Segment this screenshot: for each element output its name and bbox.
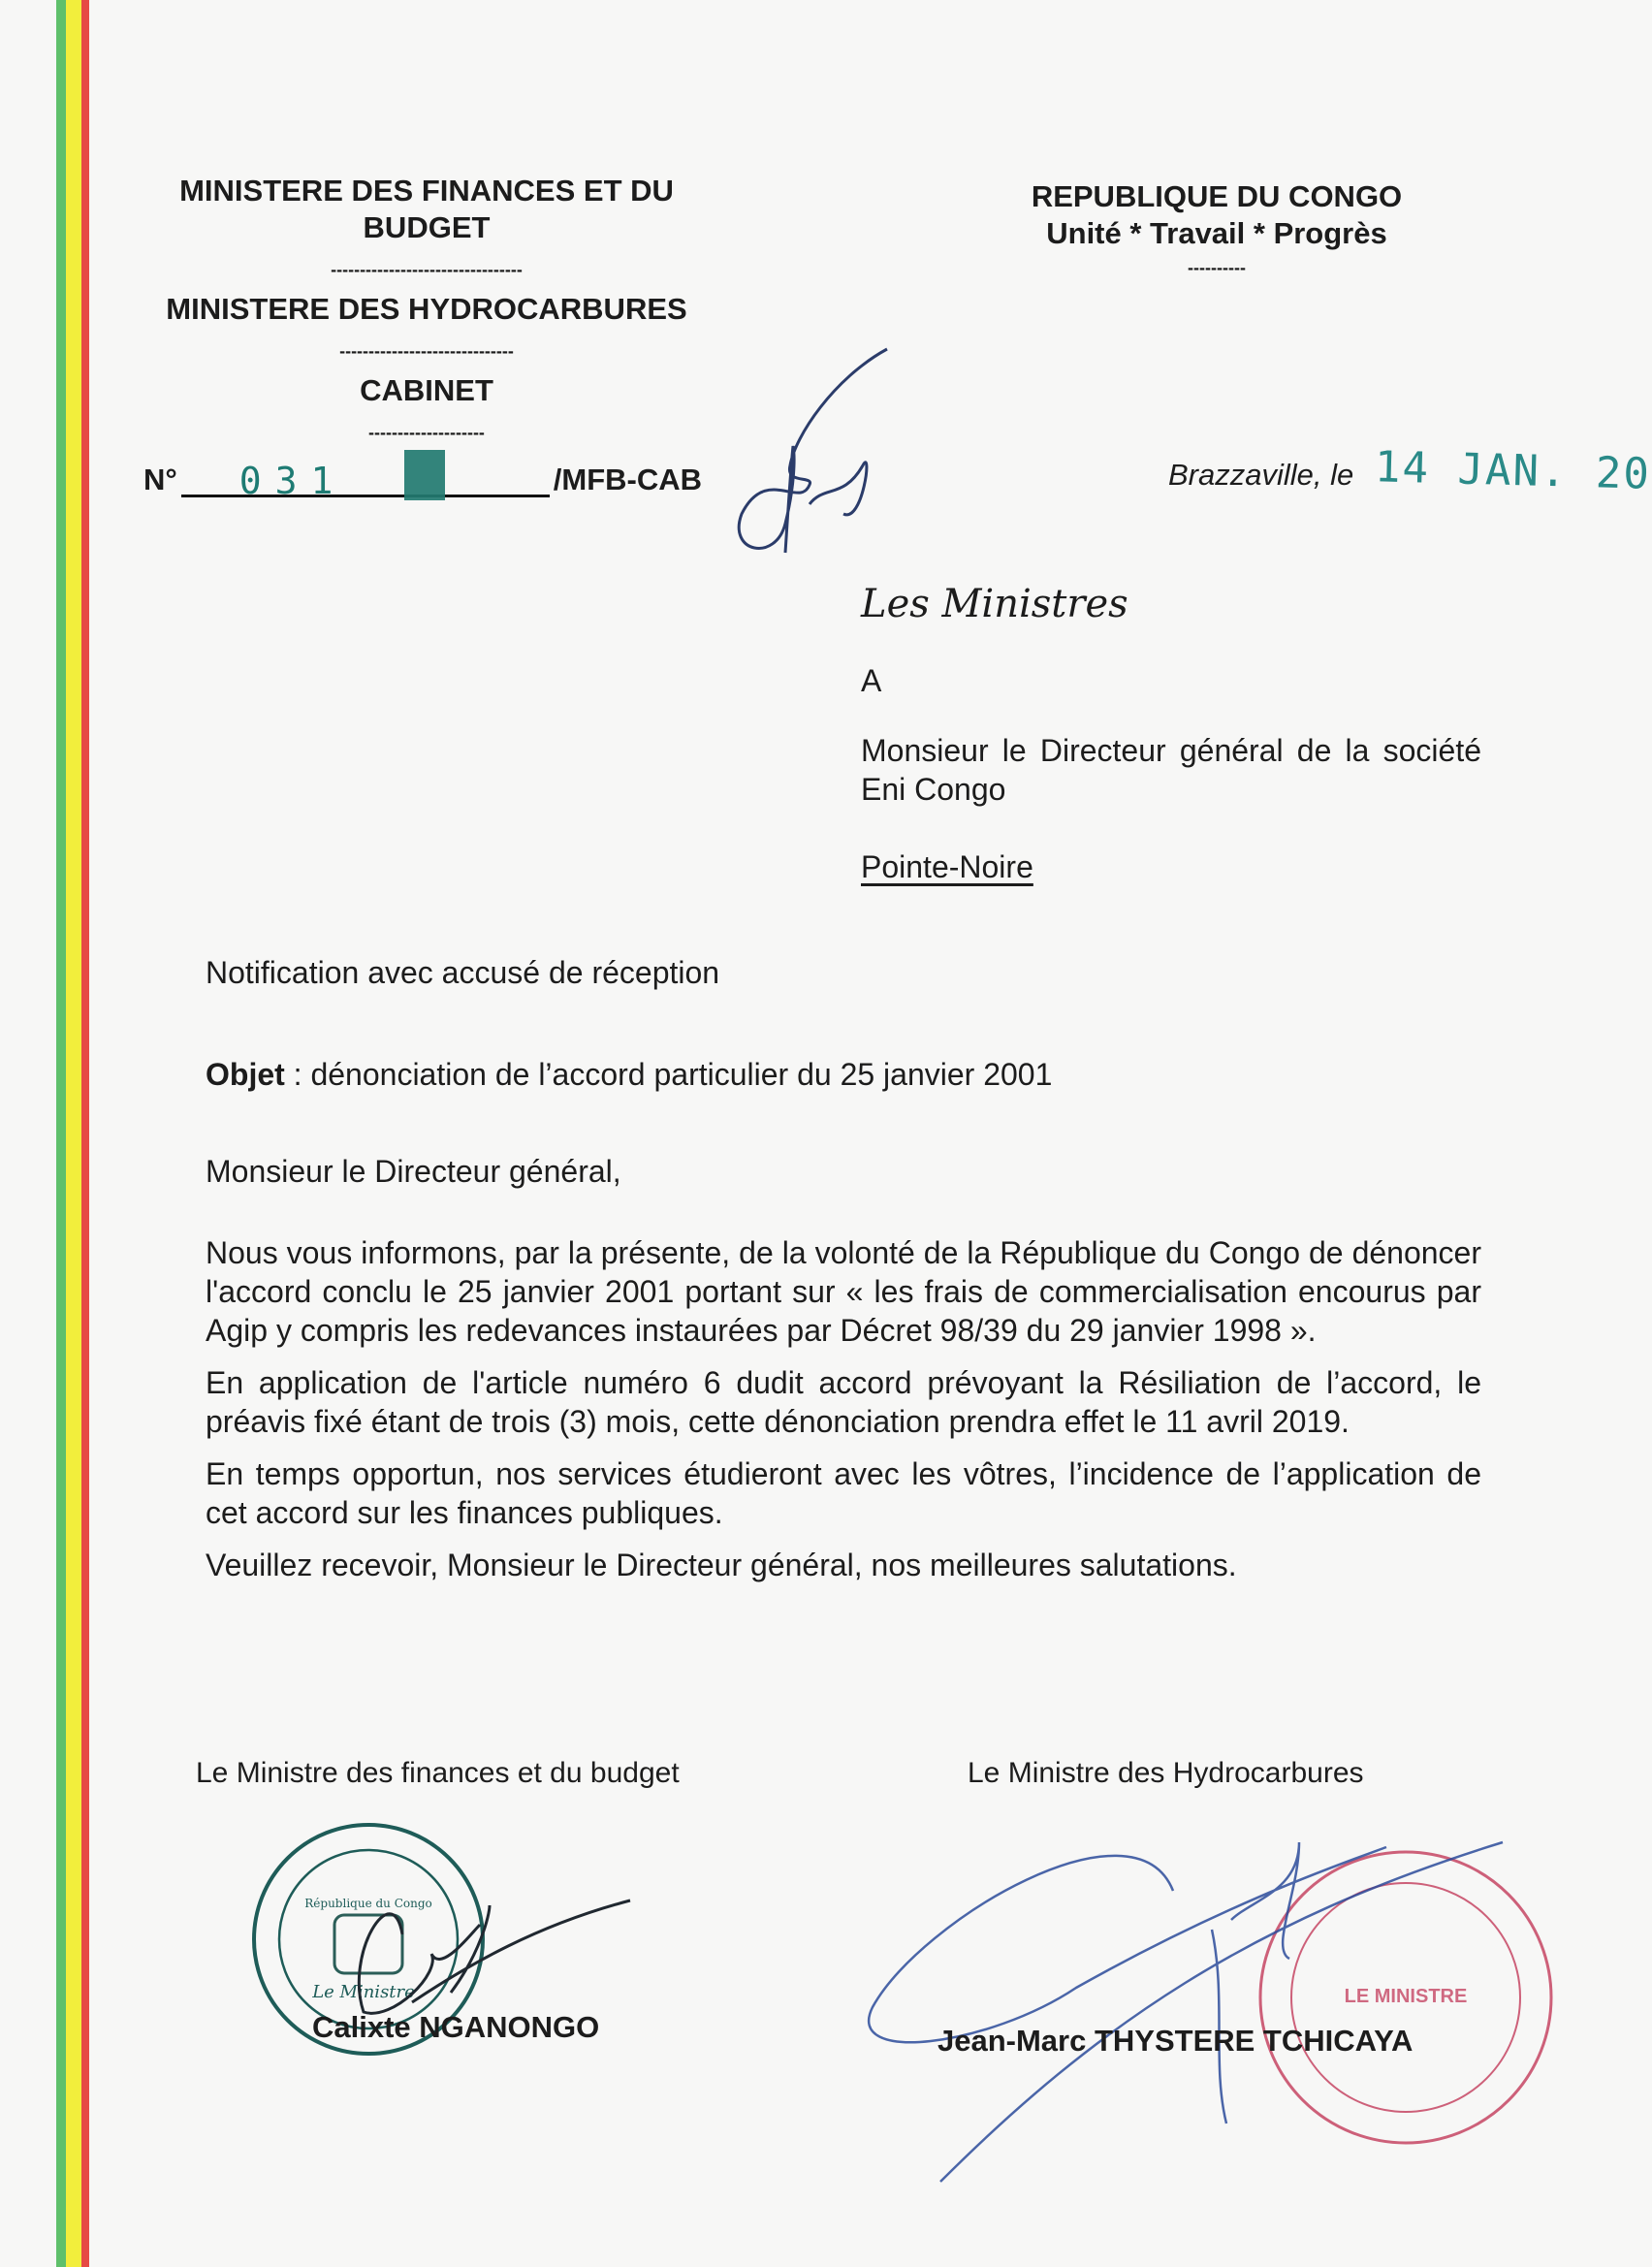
- recipient-city: Pointe-Noire: [861, 849, 1033, 884]
- official-seal-hydrocarbures: [843, 1774, 1600, 2240]
- ink-blot: [404, 450, 445, 500]
- sender: Les Ministres: [861, 582, 1128, 626]
- place-date: [1168, 442, 1652, 499]
- seal-inner-text: République du Congo: [304, 1897, 432, 1910]
- flag-stripe-yellow: [66, 0, 81, 2267]
- paragraph: Veuillez recevoir, Monsieur le Directeur général, nos meilleures salutations.: [206, 1548, 1237, 1582]
- cabinet-label: CABINET: [360, 373, 493, 407]
- country-name: REPUBLIQUE DU CONGO: [1031, 179, 1403, 213]
- notice-line: Notification avec accusé de réception: [206, 955, 720, 990]
- reference-blank: [181, 456, 550, 502]
- signatory-title-hydrocarbures: Le Ministre des Hydrocarbures: [968, 1757, 1364, 1789]
- seal-center-text: LE MINISTRE: [1344, 1986, 1468, 2007]
- salutation: Monsieur le Directeur général,: [206, 1154, 621, 1189]
- reference-suffix: /MFB-CAB: [553, 463, 703, 496]
- separator: ----------: [1188, 258, 1246, 277]
- letter-body: [206, 1233, 1481, 1598]
- date-stamp: 14 JAN. 20: [1374, 442, 1652, 499]
- paragraph: En application de l'article numéro 6 dudit accord prévoyant la Résiliation de l’accord, le préavis fixé étant de trois (3) mois, cette dénonciation prendra effet le 11 avril 2019.: [206, 1365, 1481, 1439]
- subject-line: [206, 1055, 1481, 1094]
- signatory-name-hydrocarbures: Jean-Marc THYSTERE TCHICAYA: [937, 2024, 1414, 2058]
- recipient-name: Monsieur le Directeur général de la société Eni Congo: [861, 733, 1481, 807]
- reference-prefix: N°: [143, 463, 177, 496]
- flag-stripe-green: [56, 0, 66, 2267]
- paragraph: En temps opportun, nos services étudieront avec les vôtres, l’incidence de l’application de cet accord sur les finances publiques.: [206, 1456, 1481, 1530]
- seal-center-text: Le Ministre: [312, 1982, 415, 2002]
- reference-stamp: 031: [238, 460, 347, 502]
- separator: ------------------------------: [339, 341, 514, 361]
- national-motto: Unité * Travail * Progrès: [1046, 216, 1387, 250]
- ministry-hydrocarbures: MINISTERE DES HYDROCARBURES: [166, 292, 687, 326]
- letterhead-right: [1018, 178, 1415, 277]
- recipient-to: A: [861, 663, 882, 698]
- letterhead-left: [136, 173, 717, 442]
- signatory-name-finances: Calixte NGANONGO: [312, 2010, 600, 2044]
- place: Brazzaville, le: [1168, 458, 1354, 492]
- subject-text: : dénonciation de l’accord particulier du 25 janvier 2001: [284, 1057, 1053, 1092]
- separator: --------------------: [368, 423, 485, 442]
- subject-label: Objet: [206, 1057, 285, 1092]
- initials-signature: [717, 330, 892, 562]
- separator: ---------------------------------: [331, 260, 523, 279]
- flag-stripe-red: [81, 0, 89, 2267]
- ministry-finances: MINISTERE DES FINANCES ET DU BUDGET: [179, 174, 674, 244]
- reference-number: [143, 456, 703, 502]
- paragraph: Nous vous informons, par la présente, de la volonté de la République du Congo de dénoncer l'accord conclu le 25 janvier 2001 portant sur « les frais de commercialisation encourus par Agip y compris les redevances instaurées par Décret 98/39 du 29 janvier 1998 ».: [206, 1235, 1481, 1348]
- signatory-title-finances: Le Ministre des finances et du budget: [196, 1757, 680, 1789]
